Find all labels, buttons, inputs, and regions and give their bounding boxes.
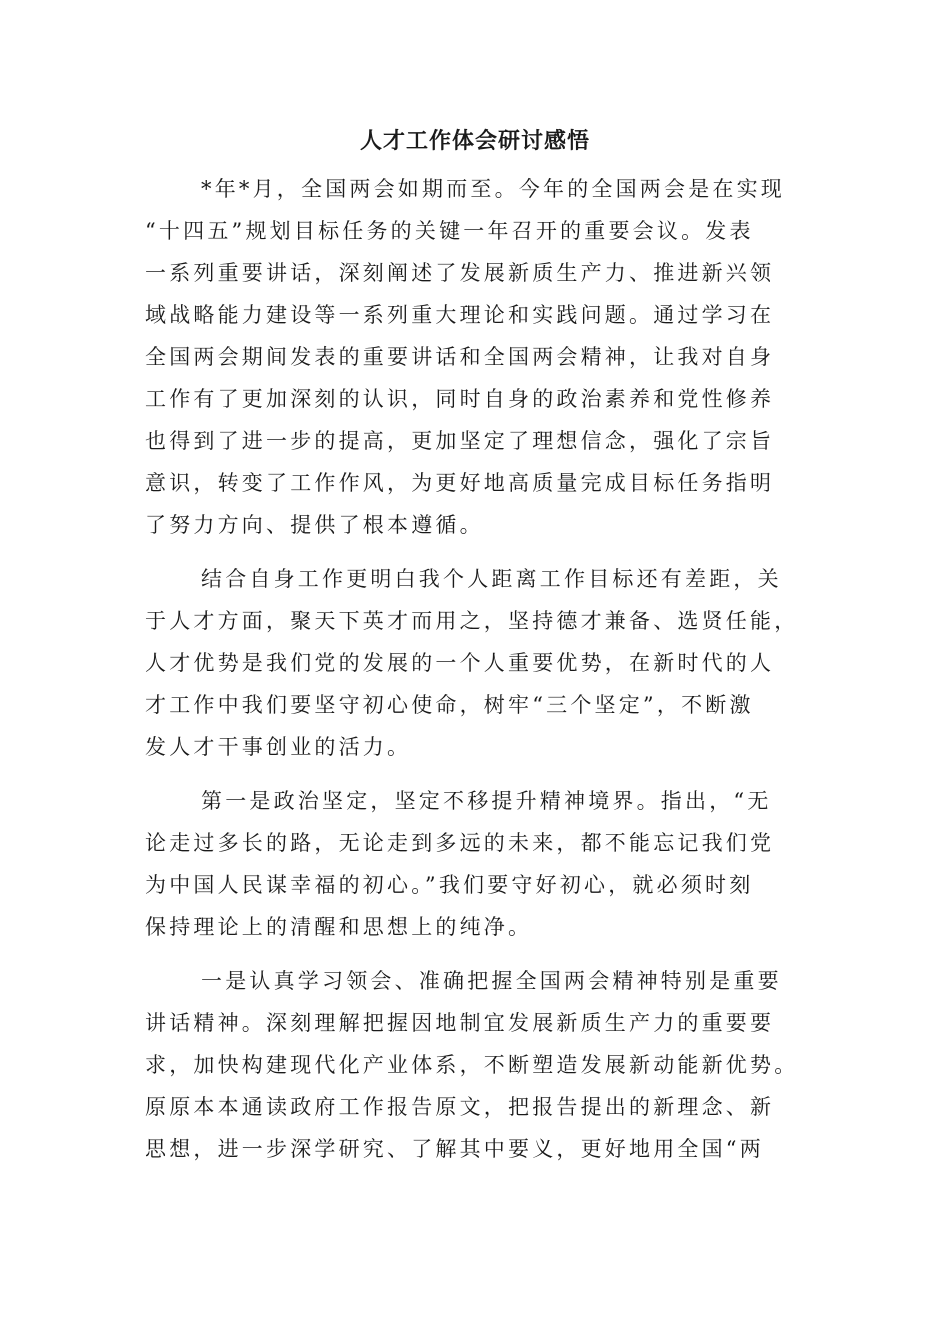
text-line: 工作有了更加深刻的认识，同时自身的政治素养和党性修养 — [145, 387, 775, 411]
text-line: 思想，进一步深学研究、了解其中要义，更好地用全国“两 — [145, 1137, 764, 1161]
text-line: 了努力方向、提供了根本遵循。 — [145, 513, 484, 537]
text-line: 一系列重要讲话，深刻阐述了发展新质生产力、推进新兴领 — [145, 261, 775, 285]
paragraph-4 — [145, 960, 805, 1170]
text-line: 意识，转变了工作作风，为更好地高质量完成目标任务指明 — [145, 471, 775, 495]
text-line: 人才优势是我们党的发展的一个人重要优势，在新时代的人 — [145, 651, 775, 675]
paragraph-1 — [145, 168, 805, 558]
text-line: 为中国人民谋幸福的初心。”我们要守好初心，就必须时刻 — [145, 873, 754, 897]
text-line: 讲话精神。深刻理解把握因地制宜发展新质生产力的重要要 — [145, 1011, 775, 1035]
text-line: “十四五”规划目标任务的关键一年召开的重要会议。发表 — [145, 219, 754, 243]
text-line: 一是认真学习领会、准确把握全国两会精神特别是重要 — [201, 969, 782, 993]
paragraph-3 — [145, 780, 805, 960]
text-line: 第一是政治坚定，坚定不移提升精神境界。指出，“无 — [201, 789, 772, 813]
text-line: 发人才干事创业的活力。 — [145, 735, 412, 759]
text-line: 全国两会期间发表的重要讲话和全国两会精神，让我对自身 — [145, 345, 775, 369]
document-body — [145, 168, 805, 1170]
text-line: *年*月，全国两会如期而至。今年的全国两会是在实现 — [201, 177, 785, 201]
text-line: 保持理论上的清醒和思想上的纯净。 — [145, 915, 533, 939]
text-line: 也得到了进一步的提高，更加坚定了理想信念，强化了宗旨 — [145, 429, 775, 453]
text-line: 域战略能力建设等一系列重大理论和实践问题。通过学习在 — [145, 303, 775, 327]
text-line: 于人才方面，聚天下英才而用之，坚持德才兼备、选贤任能， — [145, 609, 799, 633]
text-line: 才工作中我们要坚守初心使命，树牢“三个坚定”，不断激 — [145, 693, 754, 717]
text-line: 结合自身工作更明白我个人距离工作目标还有差距，关 — [201, 567, 782, 591]
text-line: 论走过多长的路，无论走到多远的未来，都不能忘记我们党 — [145, 831, 775, 855]
paragraph-2 — [145, 558, 805, 780]
text-line: 求，加快构建现代化产业体系，不断塑造发展新动能新优势。 — [145, 1053, 799, 1077]
document-title: 人才工作体会研讨感悟 — [359, 128, 590, 154]
text-line: 原原本本通读政府工作报告原文，把报告提出的新理念、新 — [145, 1095, 775, 1119]
